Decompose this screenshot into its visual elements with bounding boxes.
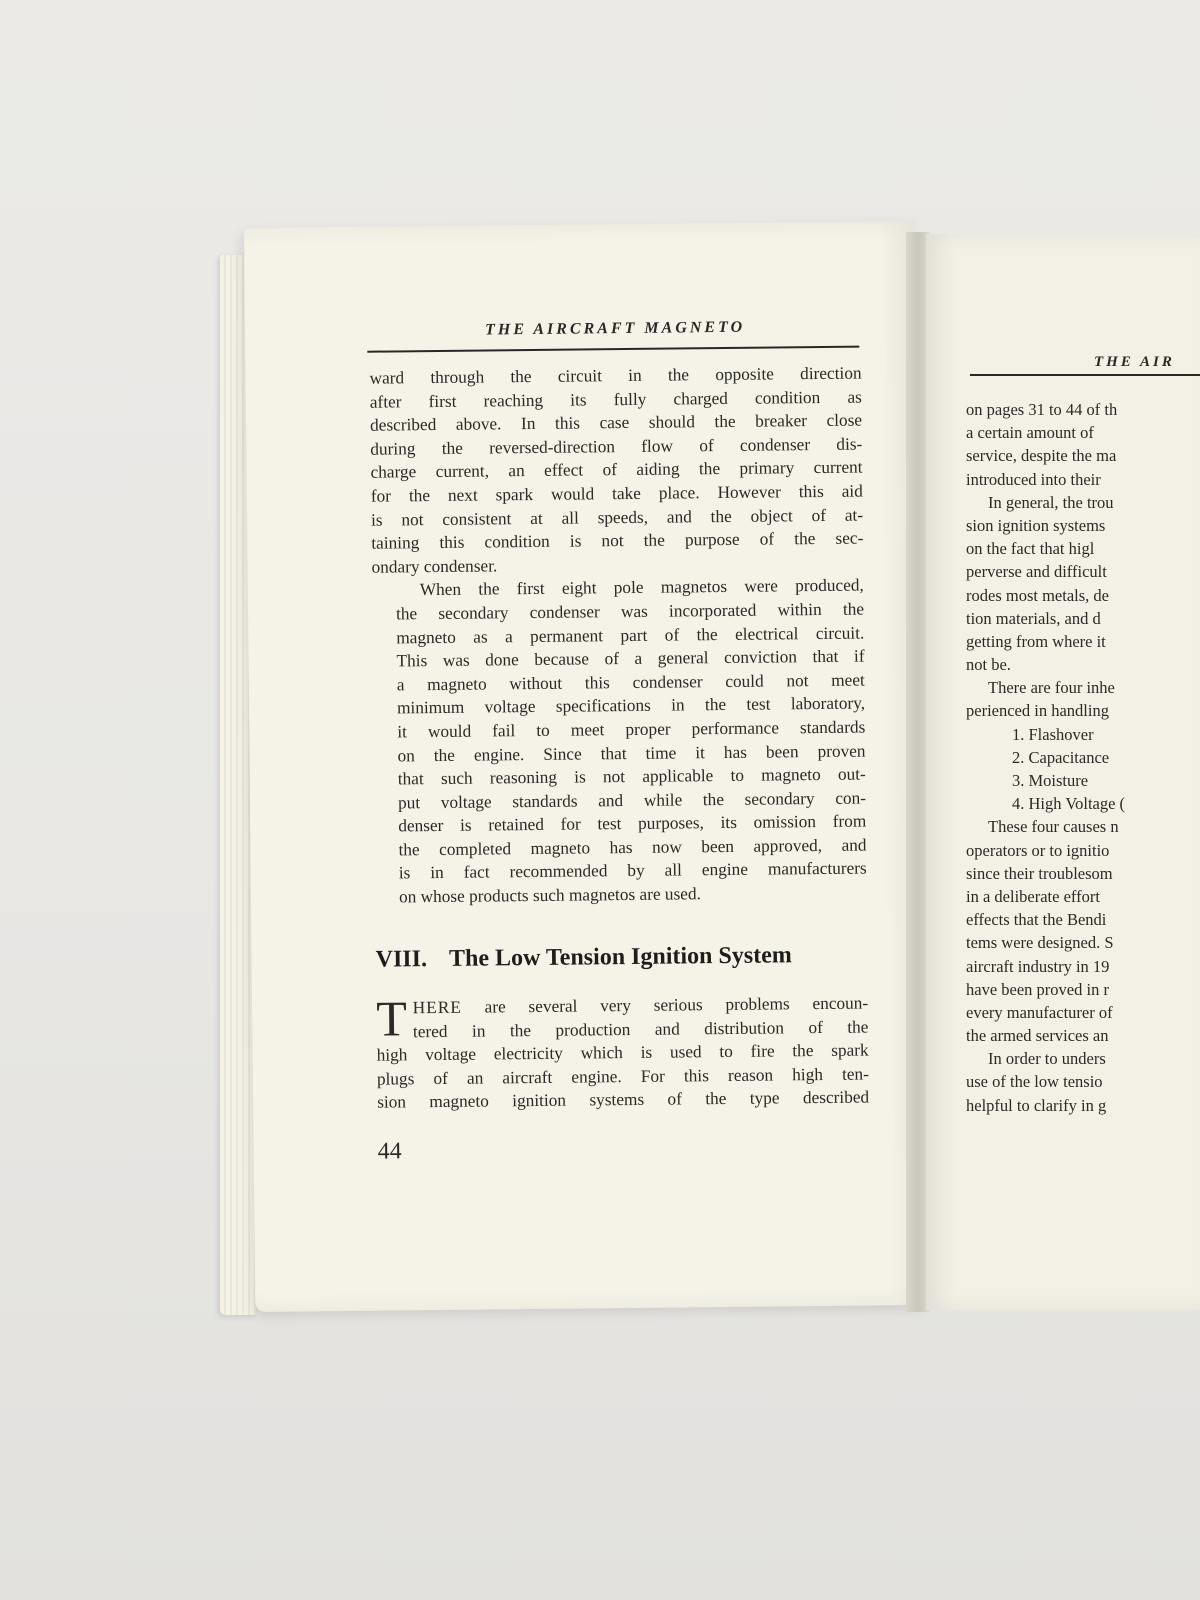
- text-line: plugs of an aircraft engine. For this reason high ten-: [376, 1064, 869, 1089]
- text-line: is not consistent at all speeds, and the object of at-: [370, 505, 864, 530]
- text-line: since their troublesom: [966, 863, 1113, 883]
- list-item: 4. High Voltage (: [1012, 794, 1126, 814]
- text-line: tered in the production and distribution of the: [412, 1017, 869, 1041]
- text-line: sion magneto ignition systems of the type described: [377, 1087, 870, 1113]
- text-line: on whose products such magnetos are used.: [398, 884, 701, 907]
- section-heading: [376, 942, 868, 974]
- text-line: for the next spark would take place. However this aid: [370, 481, 863, 506]
- section-body: [376, 992, 869, 1115]
- running-head: THE AIRCRAFT MAGNETO: [484, 318, 746, 339]
- text-line: perverse and difficult: [966, 562, 1107, 582]
- text-line: a magneto without this condenser could not meet: [396, 670, 865, 695]
- text-line: it would fail to meet proper performance standards: [397, 717, 866, 742]
- text-line: operators or to ignitio: [966, 840, 1110, 860]
- text-line: taining this condition is not the purpose of the sec-: [371, 528, 864, 553]
- text-line: after first reaching its fully charged condition as: [369, 387, 862, 412]
- text-line: introduced into their: [966, 469, 1101, 489]
- right-body-text: [966, 398, 1200, 1117]
- running-head: THE AIR: [1094, 354, 1175, 370]
- text-line: aircraft industry in 19: [966, 956, 1110, 976]
- page-number: 44: [377, 1138, 402, 1165]
- paragraph-1: [369, 362, 863, 579]
- text-line: that such reasoning is not applicable to magneto out-: [397, 764, 866, 789]
- text-fragment: are several very serious problems encoun-: [461, 993, 869, 1017]
- text-line: helpful to clarify in g: [966, 1095, 1107, 1115]
- list-item: 3. Moisture: [1012, 771, 1089, 790]
- head-rule: [970, 374, 1200, 376]
- list-item: 1. Flashover: [1012, 724, 1094, 744]
- text-line: put voltage standards and while the secondary con-: [397, 788, 867, 813]
- body-text: [369, 362, 867, 910]
- text-line: on the fact that higl: [966, 539, 1095, 559]
- text-line: perienced in handling: [966, 701, 1109, 721]
- text-line: charge current, an effect of aiding the primary current: [370, 457, 863, 483]
- drop-cap: T: [375, 990, 408, 1047]
- left-page: [244, 221, 925, 1312]
- text-line: during the reversed-direction flow of condenser dis-: [370, 434, 863, 459]
- text-line: a certain amount of: [966, 423, 1094, 443]
- section-number: VIII.: [375, 946, 428, 973]
- text-line: This was done because of a general conviction that if: [396, 646, 865, 671]
- text-line: is in fact recommended by all engine manufacturers: [398, 858, 867, 883]
- right-page: [926, 234, 1200, 1310]
- text-line: use of the low tensio: [966, 1072, 1103, 1092]
- text-line: on the engine. Since that time it has been proven: [397, 741, 866, 765]
- text-line: tion materials, and d: [966, 608, 1101, 628]
- text-line: getting from where it: [966, 631, 1106, 651]
- paragraph-2: [372, 574, 867, 909]
- text-line: the armed services an: [966, 1026, 1109, 1046]
- text-line: service, despite the ma: [966, 446, 1117, 466]
- text-line: magneto as a permanent part of the electrical circuit.: [396, 623, 865, 647]
- text-line: denser is retained for test purposes, its omission from: [398, 811, 867, 836]
- text-line: the secondary condenser was incorporated within the: [395, 599, 865, 624]
- list-item: 2. Capacitance: [1012, 747, 1110, 767]
- text-line: ward through the circuit in the opposite direction: [369, 363, 862, 388]
- text-line: sion ignition systems: [966, 515, 1106, 535]
- text-line: ondary condenser.: [371, 556, 498, 577]
- text-line: every manufacturer of: [966, 1002, 1113, 1022]
- text-line: have been proved in r: [966, 979, 1109, 999]
- text-line: minimum voltage specifications in the test laboratory,: [396, 693, 866, 718]
- text-line: effects that the Bendi: [966, 910, 1107, 930]
- head-rule: [367, 346, 859, 353]
- text-line: In order to unders: [988, 1049, 1106, 1069]
- text-line: not be.: [966, 655, 1011, 675]
- text-line: rodes most metals, de: [966, 585, 1109, 605]
- smallcaps-word: HERE: [412, 997, 462, 1018]
- text-line: described above. In this case should the breaker close: [369, 410, 863, 435]
- text-line: high voltage electricity which is used to fire the spark: [376, 1040, 869, 1065]
- text-line: tems were designed. S: [966, 933, 1114, 953]
- text-line: When the first eight pole magnetos were produced,: [419, 575, 864, 600]
- text-line: There are four inhe: [988, 678, 1115, 698]
- text-line: in a deliberate effort: [966, 886, 1100, 906]
- text-line: the completed magneto has now been approved, and: [398, 835, 867, 860]
- text-line: These four causes n: [988, 817, 1119, 837]
- text-line: on pages 31 to 44 of th: [966, 400, 1118, 419]
- section-title: The Low Tension Ignition System: [448, 942, 792, 972]
- text-line: In general, the trou: [988, 492, 1114, 512]
